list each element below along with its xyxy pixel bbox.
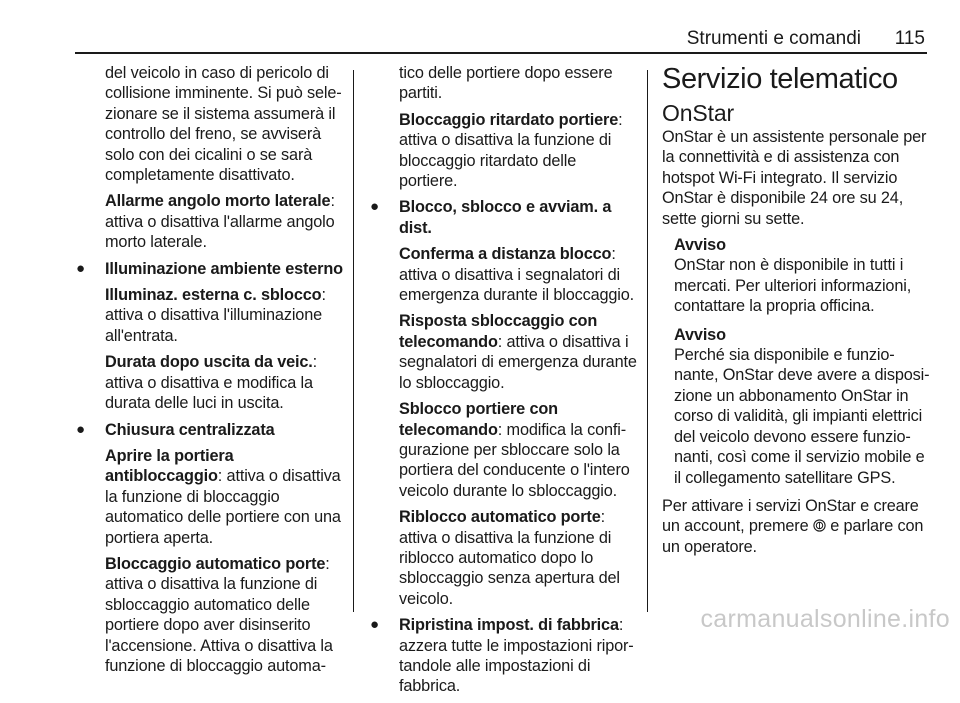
entry-label: Allarme angolo morto laterale [105,192,331,211]
entry-text: : attiva o disattiva la funzione di bloccaggio ritardato delle portiere. [399,110,623,191]
bullet-title: Illuminazione ambiente esterno [105,259,343,278]
entry-label: Risposta sbloccaggio con telecomando [399,312,598,351]
entry-text: : attiva o disattiva la funzione di sbloccaggio automatico delle portiere dopo aver disinserito l'accensione. Attiva o disattiva la funzione di bloccaggio automa- [105,554,333,675]
notice-text: OnStar non è disponibile in tutti i mercati. Per ulteriori informazioni, contattare la propria officina. [674,256,912,316]
entry-factory-reset [399,615,637,697]
page-section-title: Strumenti e comandi [686,28,861,49]
entry-remote-lock-confirm [399,244,637,305]
entry-label: Sblocco portiere con telecomando [399,400,558,439]
entry-label: Durata dopo uscita da veic. [105,353,313,372]
bullet-icon: ● [370,616,379,634]
entry-text: : attiva o disattiva i segnalatori di emergenza durante lo sbloccaggio. [399,332,637,392]
column-divider-left [353,70,354,612]
entry-label: Aprire la portiera antibloccaggio [105,446,234,486]
entry-anti-lockout [105,446,345,548]
notice-title: Avviso [674,236,726,255]
entry-label: Bloccaggio ritardato portiere [399,110,619,129]
entry-remote-unlock-response [399,311,637,393]
column-3 [662,63,930,563]
entry-unlock-lighting [105,285,345,346]
column-divider-right [647,70,648,612]
entry-label: Conferma a distanza blocco [399,245,612,264]
entry-auto-lock [105,554,345,676]
entry-label: Bloccaggio automatico porte [105,554,326,573]
bullet-icon: ● [76,420,85,438]
outro-text-end: e parlare con un operatore. [662,517,924,556]
bullet-item-exterior-lighting [77,259,345,414]
bullet-item-remote [371,197,637,609]
notice-title: Avviso [674,325,726,344]
entry-label: Illuminaz. esterna c. sblocco [105,286,322,305]
onstar-button-icon [813,519,826,532]
entry-text: : attiva o disattiva la funzione di riblocco automatico dopo lo sbloccaggio senza apertura del veicolo. [399,508,620,608]
entry-text: : attiva o disattiva l'illuminazione all'entrata. [105,286,326,345]
column-1 [77,63,345,682]
entry-delayed-lock [399,110,637,192]
bullet-icon: ● [370,198,379,216]
continuation-text: tico delle portiere dopo essere partiti. [399,64,613,103]
bullet-title: Blocco, sblocco e avviam. a dist. [399,198,612,237]
entry-exit-duration [105,352,345,413]
entry-label: Riblocco automatico porte [399,508,601,527]
entry-text: : attiva o disattiva e modifica la durata delle luci in uscita. [105,353,318,413]
page-number: 115 [894,28,925,49]
section-heading: Servizio telematico [662,63,898,95]
bullet-item-factory-reset [371,615,637,697]
header-rule [75,52,927,54]
subsection-heading: OnStar [662,100,734,126]
entry-text: : modifica la confi-gurazione per sbloccare solo la portiera del conducente o l'intero veicolo durante lo sbloccaggio. [399,420,630,500]
intro-paragraph: OnStar è un assistente personale per la connettività e di assistenza con hotspot Wi-Fi integrato. Il servizio OnStar è disponibile 24 ore su 24, sette giorni su sette. [662,128,927,228]
watermark: carmanualsonline.info [700,605,950,633]
notice-box-requirements [662,325,930,488]
entry-auto-relock [399,507,637,609]
continuation-text: del veicolo in caso di pericolo di collisione imminente. Si può sele-zionare se il sistema assumerà il controllo del freno, se avviserà solo con dei cicalini o se sarà completamente disattivato. [105,64,342,185]
entry-blind-spot [105,191,345,252]
column-2 [371,63,637,703]
outro-text-start: Per attivare i servizi OnStar e creare un account, premere [662,496,919,536]
bullet-item-central-locking [77,420,345,677]
notice-text: Perché sia disponibile e funzio-nante, OnStar deve avere a disposi-zione un abbonamento OnStar in corso di validità, gli impianti elettrici del veicolo devono essere funzio-nanti, così come il servizio mobile e il collegamento satellitare GPS. [674,346,930,487]
bullet-icon: ● [76,259,85,277]
notice-box-availability [662,235,930,317]
outro-paragraph [662,496,930,557]
entry-text: : attiva o disattiva i segnalatori di emergenza durante il bloccaggio. [399,245,635,305]
entry-text: : attiva o disattiva l'allarme angolo morto laterale. [105,192,335,252]
entry-text: : azzera tutte le impostazioni ripor-tandole alle impostazioni di fabbrica. [399,616,634,696]
bullet-title: Chiusura centralizzata [105,420,275,439]
entry-text: : attiva o disattiva la funzione di bloccaggio automatico delle portiere con una portiera aperta. [105,467,341,547]
entry-remote-unlock-doors [399,399,637,501]
bullet-title: Ripristina impost. di fabbrica [399,616,619,635]
